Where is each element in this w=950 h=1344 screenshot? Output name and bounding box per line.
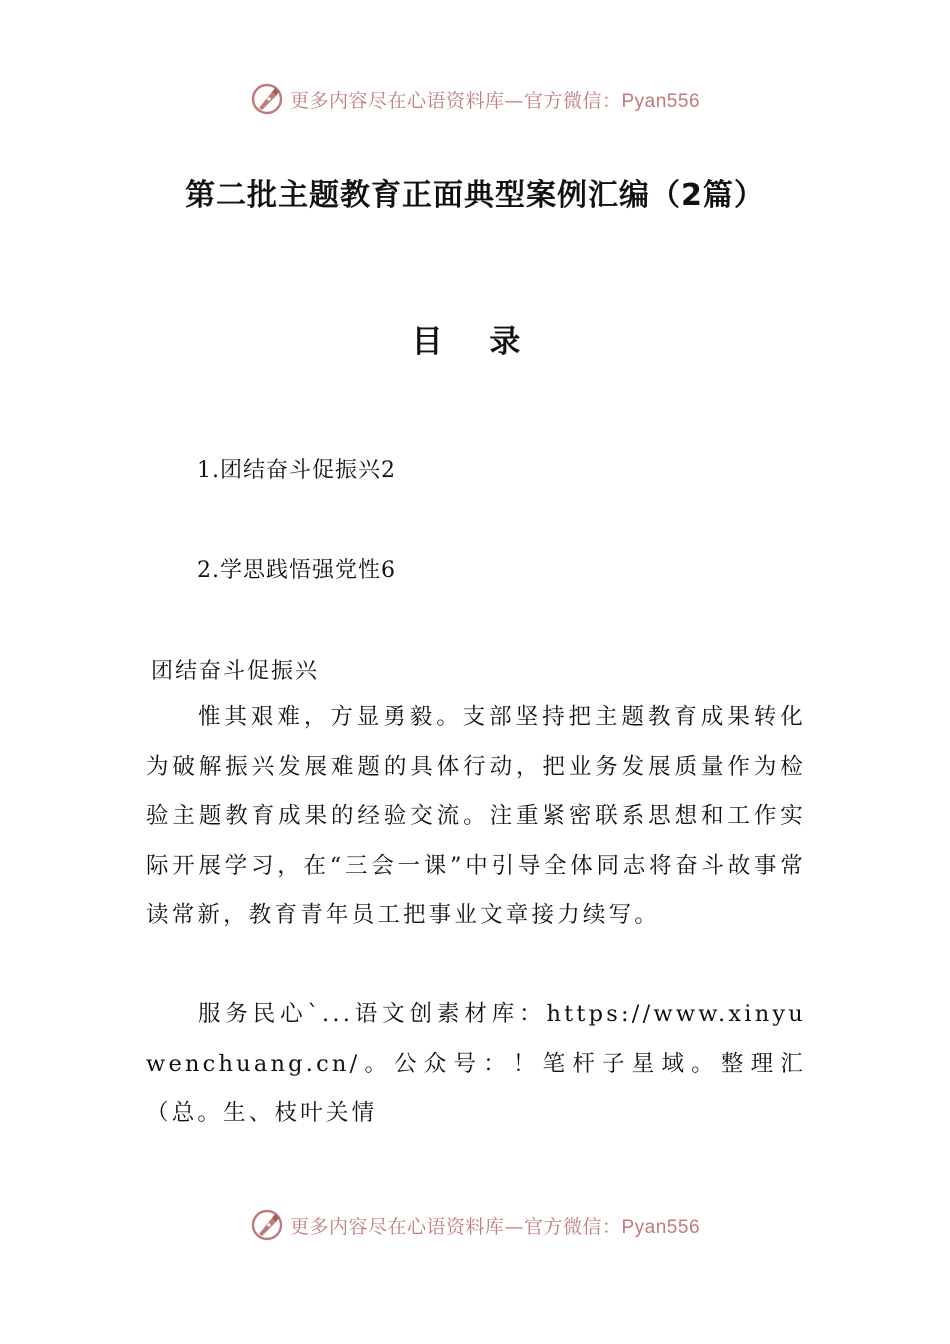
section-title: 团结奋斗促振兴 <box>151 659 320 684</box>
watermark-text: 更多内容尽在心语资料库—官方微信：Pyan556 <box>289 1215 701 1238</box>
watermark-text: 更多内容尽在心语资料库—官方微信：Pyan556 <box>289 89 701 112</box>
toc-item: 2.学思践悟强党性6 <box>197 558 396 583</box>
toc-heading: 目 录 <box>411 324 539 360</box>
pen-nib-logo-icon <box>250 82 284 116</box>
header-watermark <box>0 82 950 116</box>
body-paragraph: 惟其艰难，方显勇毅。支部坚持把主题教育成果转化为破解振兴发展难题的具体行动，把业务发展质量作为检验主题教育成果的经验交流。注重紧密联系思想和工作实际开展学习，在“三会一课”中引导全体同志将奋斗故事常读常新，教育青年员工把事业文章接力续写。 <box>146 704 806 928</box>
watermark-wechat-id: Pyan556 <box>621 1216 701 1238</box>
footer-watermark <box>0 1208 950 1242</box>
body-paragraph: 服务民心`...语文创素材库：https://www.xinyuwenchuang.cn/。公众号：！笔杆子星域。整理汇（总。生、枝叶关情 <box>146 1001 806 1126</box>
toc-item: 1.团结奋斗促振兴2 <box>197 458 396 483</box>
document-title: 第二批主题教育正面典型案例汇编（2篇） <box>185 178 765 213</box>
watermark-wechat-id: Pyan556 <box>621 90 701 112</box>
pen-nib-logo-icon <box>250 1208 284 1242</box>
